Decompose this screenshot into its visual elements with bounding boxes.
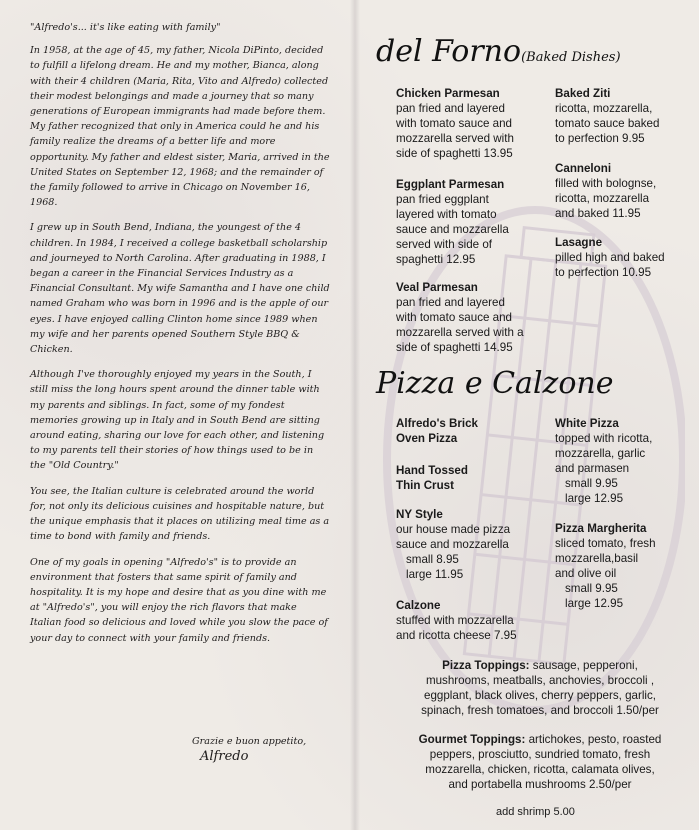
item-desc: pan fried eggplant bbox=[396, 193, 489, 206]
item-desc: ricotta, mozzarella, bbox=[555, 102, 653, 115]
item-name: Eggplant Parmesan bbox=[396, 178, 505, 191]
add-shrimp-note: add shrimp 5.00 bbox=[496, 806, 575, 818]
item-desc: side of spaghetti 14.95 bbox=[396, 341, 513, 354]
signoff bbox=[192, 736, 306, 764]
item-price: small 9.95 bbox=[565, 477, 618, 490]
story-paragraph: One of my goals in opening "Alfredo's" is to provide an environment that fosters that same spirit of family and hospitality. It is my hope and desire that as you dine with me at "Alfredo's", you will enjoy the rich flavors that make Italian food so delicious and loved while you slow the pace of your day to connect with your family and friends. bbox=[30, 556, 328, 644]
item-desc: side of spaghetti 13.95 bbox=[396, 147, 513, 160]
item-desc: tomato sauce baked bbox=[555, 117, 660, 130]
menu-item-calzone bbox=[396, 598, 517, 643]
item-desc: mozzarella,basil bbox=[555, 552, 639, 565]
item-name: Lasagne bbox=[555, 236, 603, 249]
pizza-heading bbox=[376, 366, 613, 401]
item-desc: to perfection 9.95 bbox=[555, 132, 645, 145]
item-name: Oven Pizza bbox=[396, 432, 458, 445]
item-desc: pan fried and layered bbox=[396, 296, 505, 309]
toppings-label: Pizza Toppings: bbox=[442, 659, 530, 672]
menu-item-pizza-margherita bbox=[555, 521, 656, 611]
item-name: Alfredo's Brick bbox=[396, 417, 479, 430]
item-price: small 8.95 bbox=[406, 553, 459, 566]
menu-item-veal-parmesan bbox=[396, 280, 524, 355]
menu-item-white-pizza bbox=[555, 416, 652, 506]
toppings-line: spinach, fresh tomatoes, and broccoli 1.50/per bbox=[421, 704, 659, 717]
owner-story bbox=[30, 20, 330, 656]
item-name: Canneloni bbox=[555, 162, 612, 175]
story-paragraph: In 1958, at the age of 45, my father, Nicola DiPinto, decided to fulfill a lifelong dream. He and my mother, Bianca, along with their 4 children (Maria, Rita, Vito and Alfredo) collected their modest belongings and made a journey that so many generations of European immigrants had made before them. My father recognized that only in America could he and his family realize the dreams of a better life and more opportunity. My father and eldest sister, Maria, arrived in the United States on September 12, 1968; and the remainder of the family followed to arrive in Chicago on November 16, 1968. bbox=[30, 45, 330, 209]
forno-title: del Forno bbox=[376, 34, 522, 69]
item-desc: mozzarella served with a bbox=[396, 326, 524, 339]
gourmet-line: artichokes, pesto, roasted bbox=[525, 733, 662, 746]
menu-item-hand-tossed bbox=[396, 463, 468, 493]
story-paragraph: Although I've thoroughly enjoyed my years in the South, I still miss the long hours spent around the dinner table with my parents and siblings. In fact, some of my fondest memories growing up in Italy and in South Bend are sitting around eating, sharing our love for each other, and listening to my parents tell their stories of how things used to be in the "Old Country." bbox=[30, 369, 325, 472]
menu-item-ny-style bbox=[396, 507, 510, 582]
item-desc: layered with tomato bbox=[396, 208, 497, 221]
item-name: Baked Ziti bbox=[555, 87, 611, 100]
menu-item-lasagne bbox=[555, 235, 665, 280]
item-name: Calzone bbox=[396, 599, 441, 612]
item-price: large 11.95 bbox=[406, 568, 464, 581]
story-tagline: "Alfredo's... it's like eating with family" bbox=[30, 22, 221, 33]
item-desc: filled with bolognse, bbox=[555, 177, 657, 190]
item-desc: topped with ricotta, bbox=[555, 432, 653, 445]
forno-subtitle: (Baked Dishes) bbox=[521, 50, 621, 65]
item-desc: served with side of bbox=[396, 238, 493, 251]
gourmet-label: Gourmet Toppings: bbox=[418, 733, 526, 746]
closing-line: Grazie e buon appetito, bbox=[192, 736, 307, 747]
item-price: large 12.95 bbox=[565, 597, 624, 610]
item-desc: with tomato sauce and bbox=[396, 311, 513, 324]
item-name: White Pizza bbox=[555, 417, 619, 430]
item-name: Hand Tossed bbox=[396, 464, 468, 477]
signature: Alfredo bbox=[200, 749, 249, 764]
toppings-line: eggplant, black olives, cherry peppers, garlic, bbox=[424, 689, 656, 702]
page-fold bbox=[350, 0, 360, 830]
gourmet-line: mozzarella, chicken, ricotta, calamata olives, bbox=[425, 763, 655, 776]
item-desc: sliced tomato, fresh bbox=[555, 537, 656, 550]
item-name: Chicken Parmesan bbox=[396, 87, 500, 100]
gourmet-line: and portabella mushrooms 2.50/per bbox=[448, 778, 632, 791]
menu-item-chicken-parmesan bbox=[396, 86, 514, 161]
item-desc: pilled high and baked bbox=[555, 251, 665, 264]
item-desc: and parmasen bbox=[555, 462, 630, 475]
gourmet-line: peppers, prosciutto, sundried tomato, fresh bbox=[429, 748, 651, 761]
item-desc: mozzarella served with bbox=[396, 132, 514, 145]
item-desc: pan fried and layered bbox=[396, 102, 505, 115]
item-name: NY Style bbox=[396, 508, 443, 521]
item-desc: mozzarella, garlic bbox=[555, 447, 646, 460]
item-desc: to perfection 10.95 bbox=[555, 266, 652, 279]
item-desc: with tomato sauce and bbox=[396, 117, 513, 130]
item-price: small 9.95 bbox=[565, 582, 618, 595]
story-paragraph: I grew up in South Bend, Indiana, the youngest of the 4 children. In 1984, I received a college basketball scholarship and journeyed to North Carolina. After graduating in 1988, I began a career in the Financial Services Industry as a Financial Consultant. My wife Samantha and I have one child named Graham who was born in 1996 and is the apple of our eyes. I have enjoyed calling Clinton home since 1989 when my wife and her parents opened Southern Style BBQ & Chicken. bbox=[30, 222, 330, 356]
item-desc: and ricotta cheese 7.95 bbox=[396, 629, 517, 642]
menu-item-baked-ziti bbox=[555, 86, 659, 146]
menu-item-canneloni bbox=[555, 161, 656, 221]
pizza-toppings bbox=[390, 658, 690, 718]
item-name: Veal Parmesan bbox=[396, 281, 478, 294]
story-paragraph: You see, the Italian culture is celebrated around the world for, not only its delicious cuisines and hospitable nature, but the unique emphasis that it places on utilizing meal time as a time to bond with family and friends. bbox=[30, 485, 330, 543]
gourmet-toppings bbox=[390, 732, 690, 792]
item-desc: and olive oil bbox=[555, 567, 617, 580]
toppings-line: mushrooms, meatballs, anchovies, broccoli , bbox=[425, 674, 655, 687]
item-name: Pizza Margherita bbox=[555, 522, 647, 535]
item-desc: sauce and mozzarella bbox=[396, 538, 509, 551]
forno-heading bbox=[376, 34, 621, 69]
pizza-title: Pizza e Calzone bbox=[376, 366, 614, 401]
menu-item-brick-oven-pizza bbox=[396, 416, 478, 446]
menu-item-eggplant-parmesan bbox=[396, 177, 509, 267]
item-name: Thin Crust bbox=[396, 479, 454, 492]
item-desc: ricotta, mozzarella bbox=[555, 192, 650, 205]
item-desc: our house made pizza bbox=[396, 523, 511, 536]
item-desc: and baked 11.95 bbox=[555, 207, 641, 220]
item-price: large 12.95 bbox=[565, 492, 624, 505]
toppings-line: sausage, pepperoni, bbox=[529, 659, 638, 672]
item-desc: stuffed with mozzarella bbox=[396, 614, 514, 627]
item-desc: sauce and mozzarella bbox=[396, 223, 509, 236]
item-desc: spaghetti 12.95 bbox=[396, 253, 476, 266]
